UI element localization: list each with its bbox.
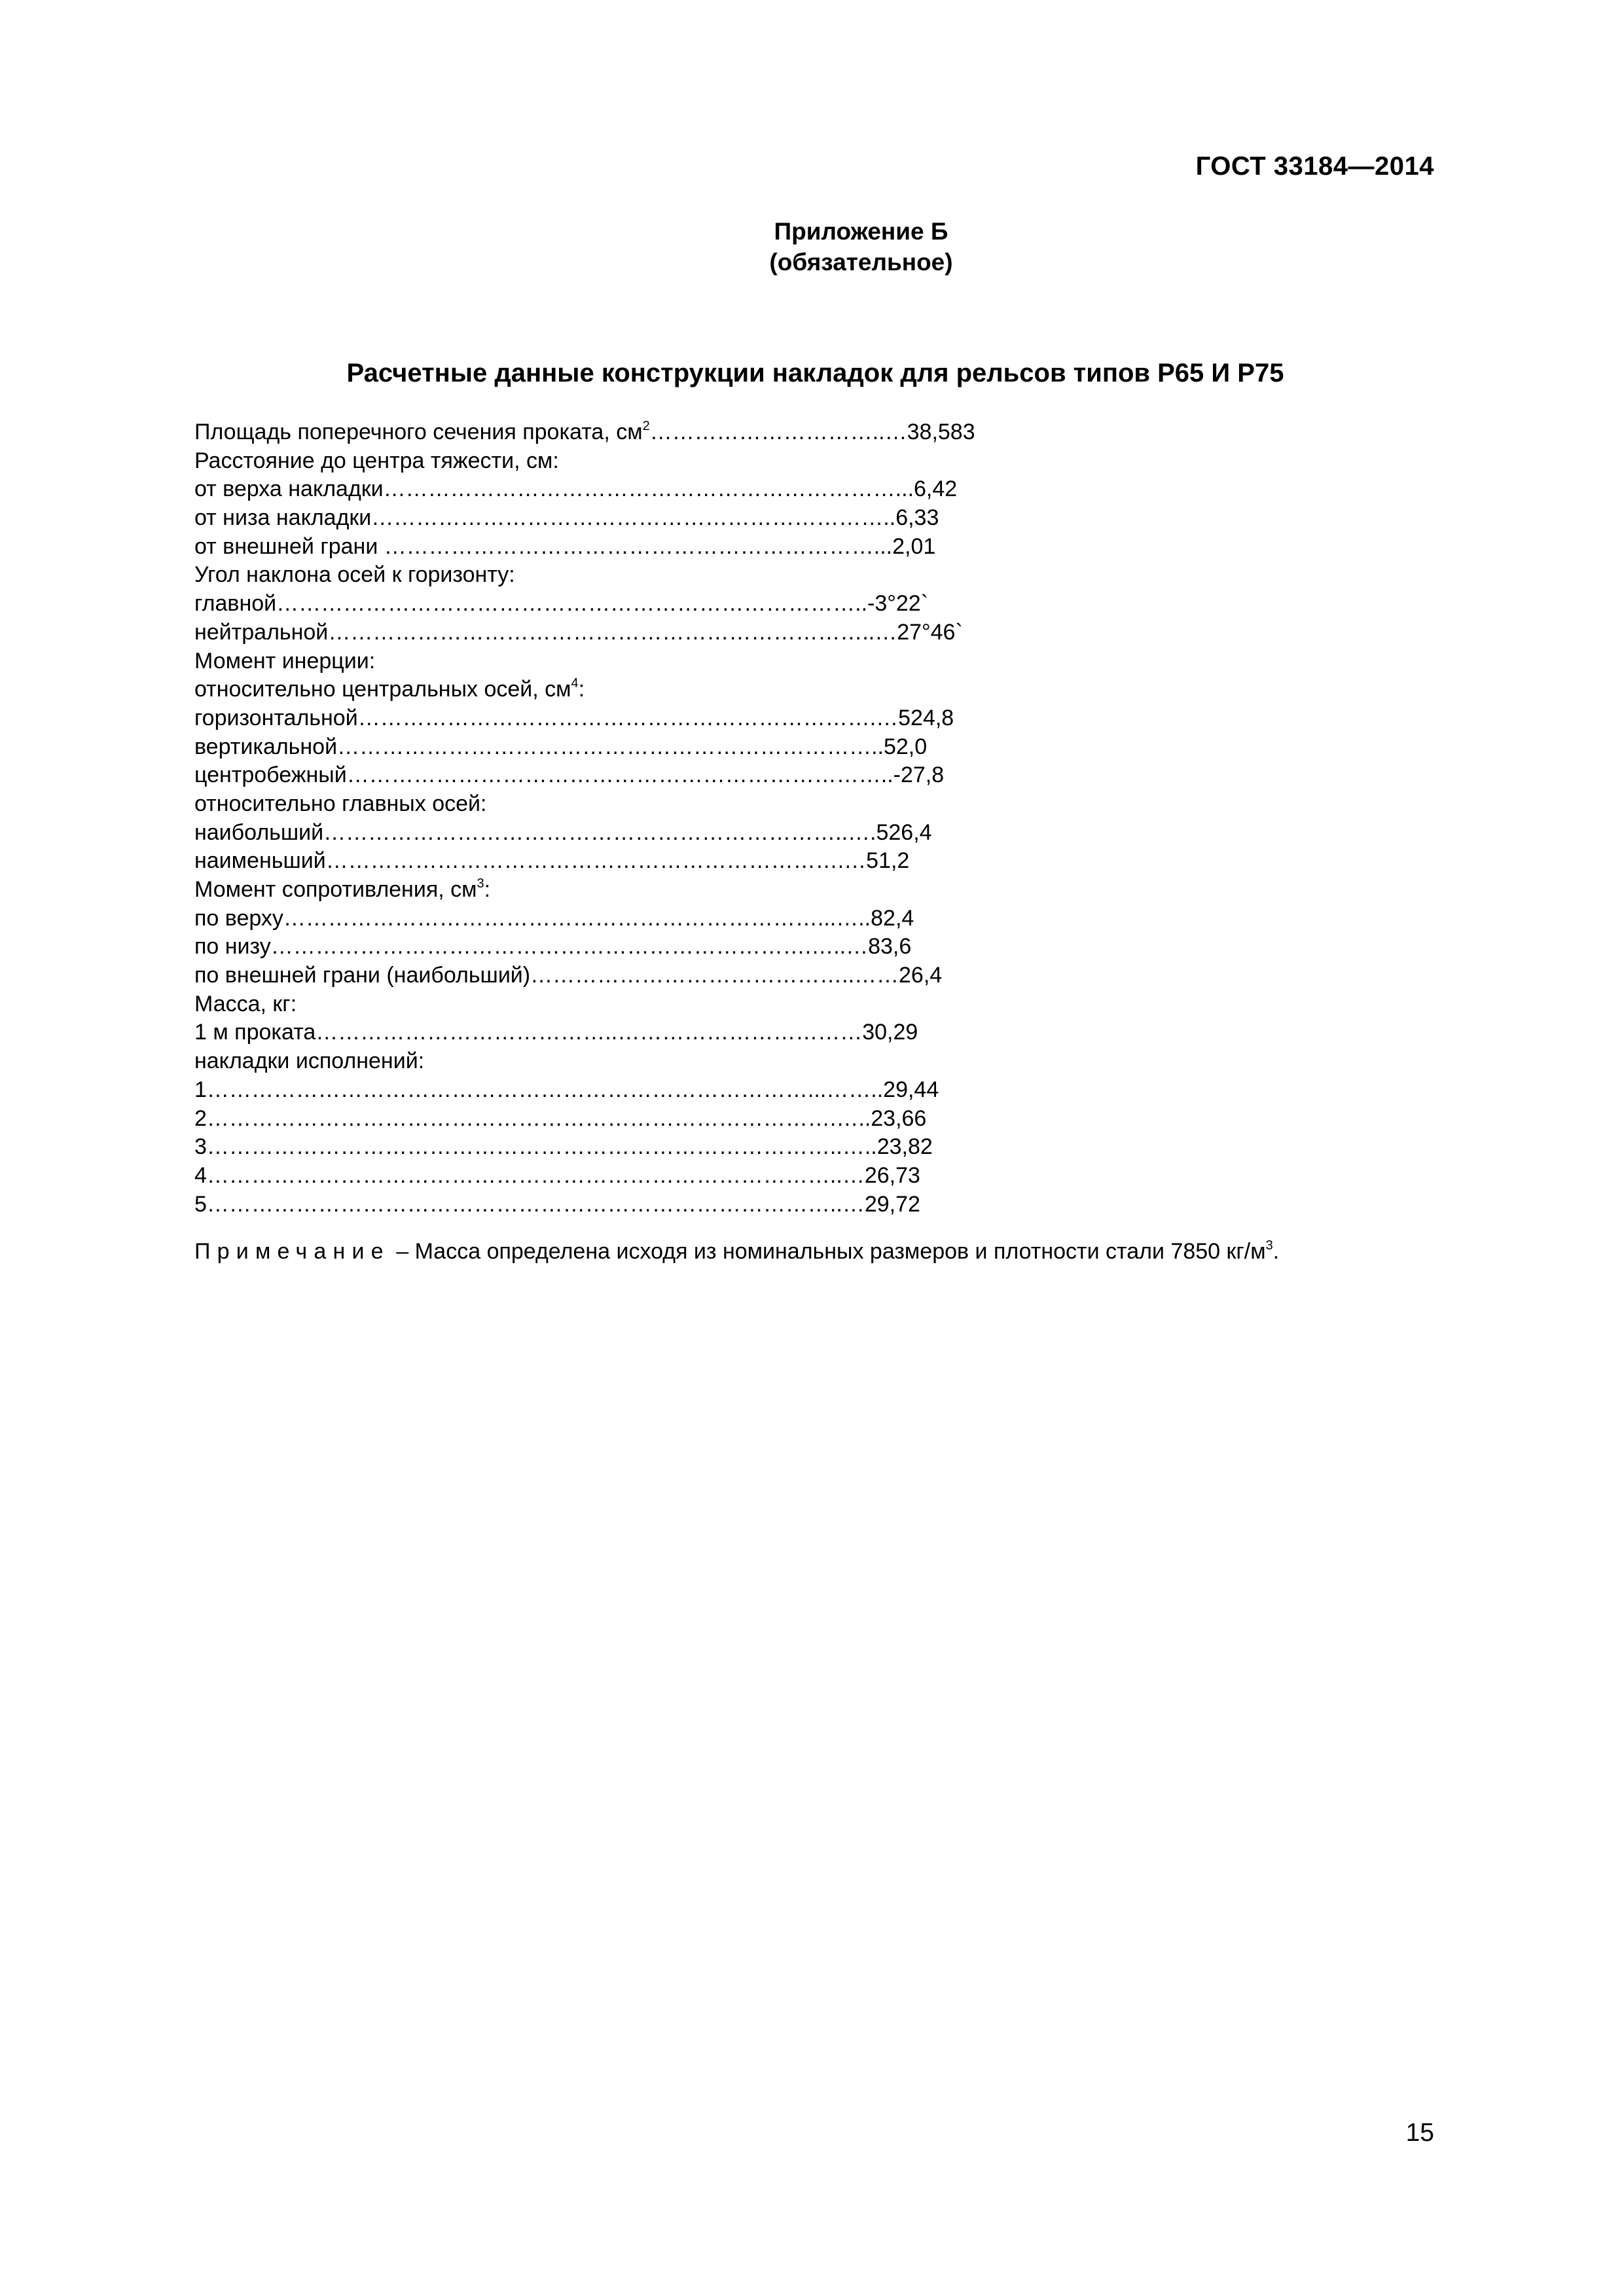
list-item [194, 733, 975, 762]
section-title: Расчетные данные конструкции накладок для рельсов типов Р65 И Р75 [346, 359, 1284, 387]
list-item-label: наибольший [194, 819, 324, 845]
list-item [194, 447, 975, 476]
list-item-label: главной [194, 591, 277, 617]
list-item-label: 1 [194, 1077, 207, 1102]
list-item-label: Масса, кг: [194, 991, 297, 1016]
note [194, 1239, 1279, 1265]
list-item [194, 933, 975, 961]
list-item [194, 675, 975, 704]
list-item-label: Момент инерции: [194, 648, 376, 673]
list-item-value: ……………………………………………………………...6,42 [383, 476, 958, 502]
list-item-label: относительно главных осей: [194, 791, 487, 816]
appendix-heading [0, 216, 1624, 278]
list-item-label: по низу [194, 934, 271, 960]
list-item-value: …………………………………………………………………………..…29,72 [206, 1191, 920, 1217]
list-item-label: вертикальной [194, 734, 338, 759]
list-item-sup: 4 [571, 676, 579, 691]
list-item [194, 1191, 975, 1219]
list-item-label: накладки исполнений: [194, 1049, 425, 1074]
list-item [194, 475, 975, 504]
list-item-value: ………………………………………………………………..…27°46` [328, 619, 963, 645]
note-label: Примечание [194, 1239, 390, 1264]
appendix-title: Приложение Б [774, 218, 948, 245]
list-item [194, 561, 975, 590]
list-item-sup: 3 [477, 876, 484, 891]
list-item [194, 647, 975, 676]
note-sup: 3 [1265, 1238, 1273, 1253]
list-item-value: ………………………………………………………………..52,0 [337, 734, 928, 759]
list-item [194, 533, 975, 562]
list-item-value: ……………………………………………………………………..-3°22` [276, 591, 929, 617]
list-item-value: ……………………………………………………………..….526,4 [323, 819, 932, 845]
list-item-label: Момент сопротивления, см [194, 877, 477, 902]
list-item [194, 418, 975, 447]
list-item-value: …………………………………..……………………………30,29 [316, 1020, 918, 1045]
list-item [194, 961, 975, 990]
list-item [194, 504, 975, 533]
list-item-value: ………………………………………………………………………….…..23,66 [206, 1105, 927, 1131]
list-item-label: от внешней грани [194, 533, 378, 559]
list-item [194, 1018, 975, 1047]
list-item-value: ………………………………………………………………………...……..29,44 [206, 1077, 939, 1102]
page-number: 15 [1405, 2119, 1434, 2147]
list-item [194, 761, 975, 790]
list-item-value: ……………………………………..……26,4 [530, 963, 943, 988]
data-list [194, 418, 975, 1219]
list-item-label: 2 [194, 1105, 207, 1131]
note-end: . [1272, 1239, 1280, 1264]
list-item-label: нейтральной [194, 619, 329, 645]
list-item [194, 990, 975, 1019]
list-item-label: по верху [194, 905, 283, 931]
list-item-value: …………………………………………………………….…51,2 [325, 848, 910, 874]
document-number: ГОСТ 33184—2014 [1195, 152, 1434, 181]
list-item-value: ……………………………………………………………….…..…83,6 [270, 934, 912, 960]
list-item-label: по внешней грани (наибольший) [194, 963, 531, 988]
list-item-label: относительно центральных осей, см [194, 677, 571, 702]
list-item [194, 1076, 975, 1105]
appendix-status: (обязательное) [769, 249, 953, 276]
list-item [194, 819, 975, 848]
list-item-value: : [578, 677, 585, 702]
list-item-label: Угол наклона осей к горизонту: [194, 562, 515, 588]
note-text: – Масса определена исходя из номинальных размеров и плотности стали 7850 кг/м [389, 1239, 1266, 1264]
list-item [194, 590, 975, 619]
list-item-value: …………………………………………………………...2,01 [378, 533, 936, 559]
list-item [194, 1162, 975, 1191]
list-item-label: горизонтальной [194, 705, 358, 730]
list-item [194, 847, 975, 876]
list-item-label: 1 м проката [194, 1020, 316, 1045]
list-item [194, 619, 975, 647]
list-item-label: от низа накладки [194, 505, 372, 531]
list-item [194, 876, 975, 905]
list-item-label: Площадь поперечного сечения проката, см [194, 420, 643, 444]
list-item-sup: 2 [642, 419, 650, 433]
list-item-value: ………………………………………………………………...…..82,4 [283, 905, 914, 931]
list-item-value: …………………………………………………………………………..…26,73 [206, 1162, 920, 1188]
list-item-label: 5 [194, 1191, 207, 1217]
list-item-label: наименьший [194, 848, 326, 874]
list-item-label: от верха накладки [194, 476, 384, 502]
list-item-label: центробежный [194, 762, 347, 788]
list-item-label: 3 [194, 1134, 207, 1160]
list-item-value: ……………………………………………………………..6,33 [371, 505, 939, 531]
list-item [194, 1105, 975, 1134]
list-item [194, 790, 975, 819]
list-item-value: …………………………………………………………….…524,8 [357, 705, 954, 730]
list-item-value: …………………………………………………………………………..…..23,82 [206, 1134, 933, 1160]
list-item [194, 1047, 975, 1076]
list-item-value: : [484, 877, 491, 902]
list-item [194, 704, 975, 733]
list-item [194, 1133, 975, 1162]
list-item-label: 4 [194, 1162, 207, 1188]
list-item-value: …………………………..…38,583 [649, 420, 975, 444]
list-item-value: ………………………………………………………………..-27,8 [346, 762, 945, 788]
list-item-label: Расстояние до центра тяжести, см: [194, 448, 559, 473]
list-item [194, 905, 975, 933]
